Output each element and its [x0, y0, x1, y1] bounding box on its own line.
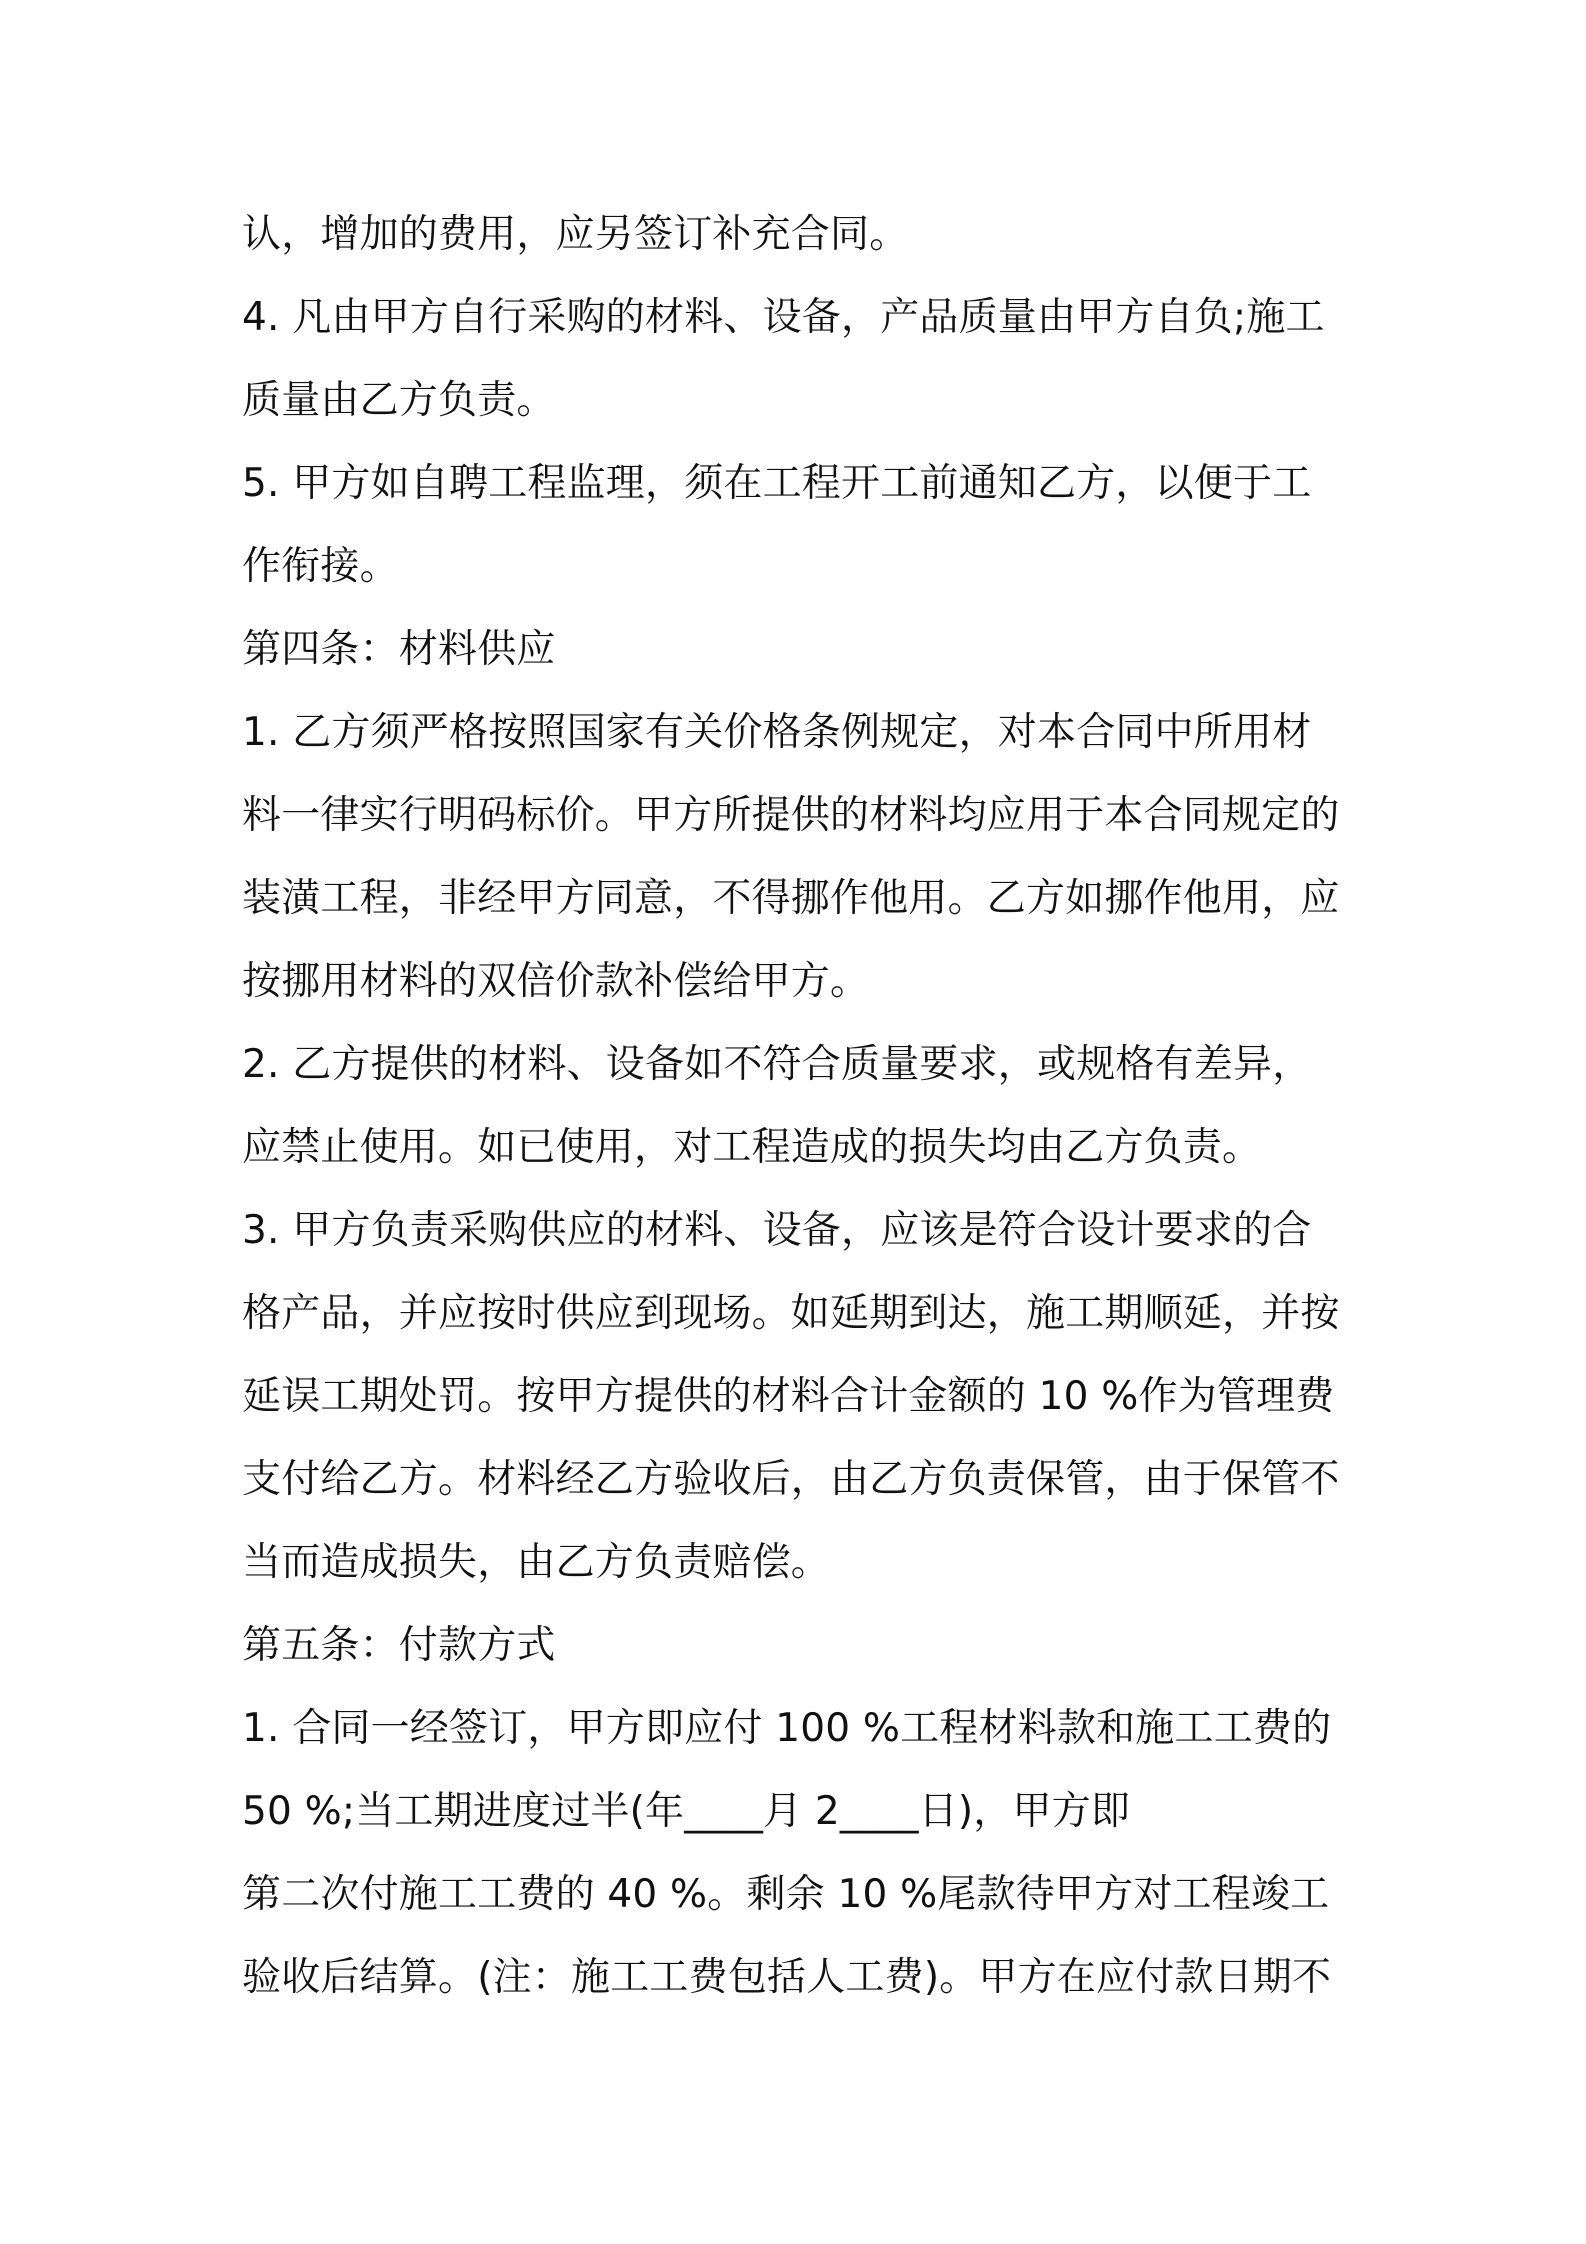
text-line: 质量由乙方负责。 [242, 378, 556, 423]
text-line: 验收后结算。(注：施工工费包括人工费)。甲方在应付款日期不 [242, 1955, 1332, 2000]
text-line: 装潢工程，非经甲方同意，不得挪作他用。乙方如挪作他用，应 [242, 876, 1340, 921]
text-line: 当而造成损失，由乙方负责赔偿。 [242, 1540, 831, 1585]
clause-4-item-3: 3. 甲方负责采购供应的材料、设备，应该是符合设计要求的合 [242, 1208, 1312, 1253]
clause-4-item-2: 2. 乙方提供的材料、设备如不符合质量要求，或规格有差异， [242, 1042, 1312, 1087]
text-line: 作衔接。 [242, 544, 399, 589]
section-heading-article-5: 第五条：付款方式 [242, 1623, 556, 1668]
clause-3-item-5: 5. 甲方如自聘工程监理，须在工程开工前通知乙方，以便于工 [242, 461, 1312, 506]
clause-3-item-4: 4. 凡由甲方自行采购的材料、设备，产品质量由甲方自负;施工 [242, 295, 1325, 340]
text-line: 延误工期处罚。按甲方提供的材料合计金额的 10 %作为管理费 [242, 1374, 1335, 1419]
contract-text-body [242, 193, 1352, 2019]
text-line: 认，增加的费用，应另签订补充合同。 [242, 212, 909, 257]
text-line: 支付给乙方。材料经乙方验收后，由乙方负责保管，由于保管不 [242, 1457, 1340, 1502]
text-line: 按挪用材料的双倍价款补偿给甲方。 [242, 959, 870, 1004]
clause-4-item-1: 1. 乙方须严格按照国家有关价格条例规定，对本合同中所用材 [242, 710, 1312, 755]
text-line: 应禁止使用。如已使用，对工程造成的损失均由乙方负责。 [242, 1125, 1262, 1170]
text-line: 第二次付施工工费的 40 %。剩余 10 %尾款待甲方对工程竣工 [242, 1872, 1330, 1917]
text-line: 50 %;当工期进度过半(年____月 2____日)，甲方即 [242, 1789, 1131, 1834]
text-line: 格产品，并应按时供应到现场。如延期到达，施工期顺延，并按 [242, 1291, 1340, 1336]
text-line: 料一律实行明码标价。甲方所提供的材料均应用于本合同规定的 [242, 793, 1340, 838]
clause-5-item-1: 1. 合同一经签订，甲方即应付 100 %工程材料款和施工工费的 [242, 1706, 1332, 1751]
section-heading-article-4: 第四条：材料供应 [242, 627, 556, 672]
